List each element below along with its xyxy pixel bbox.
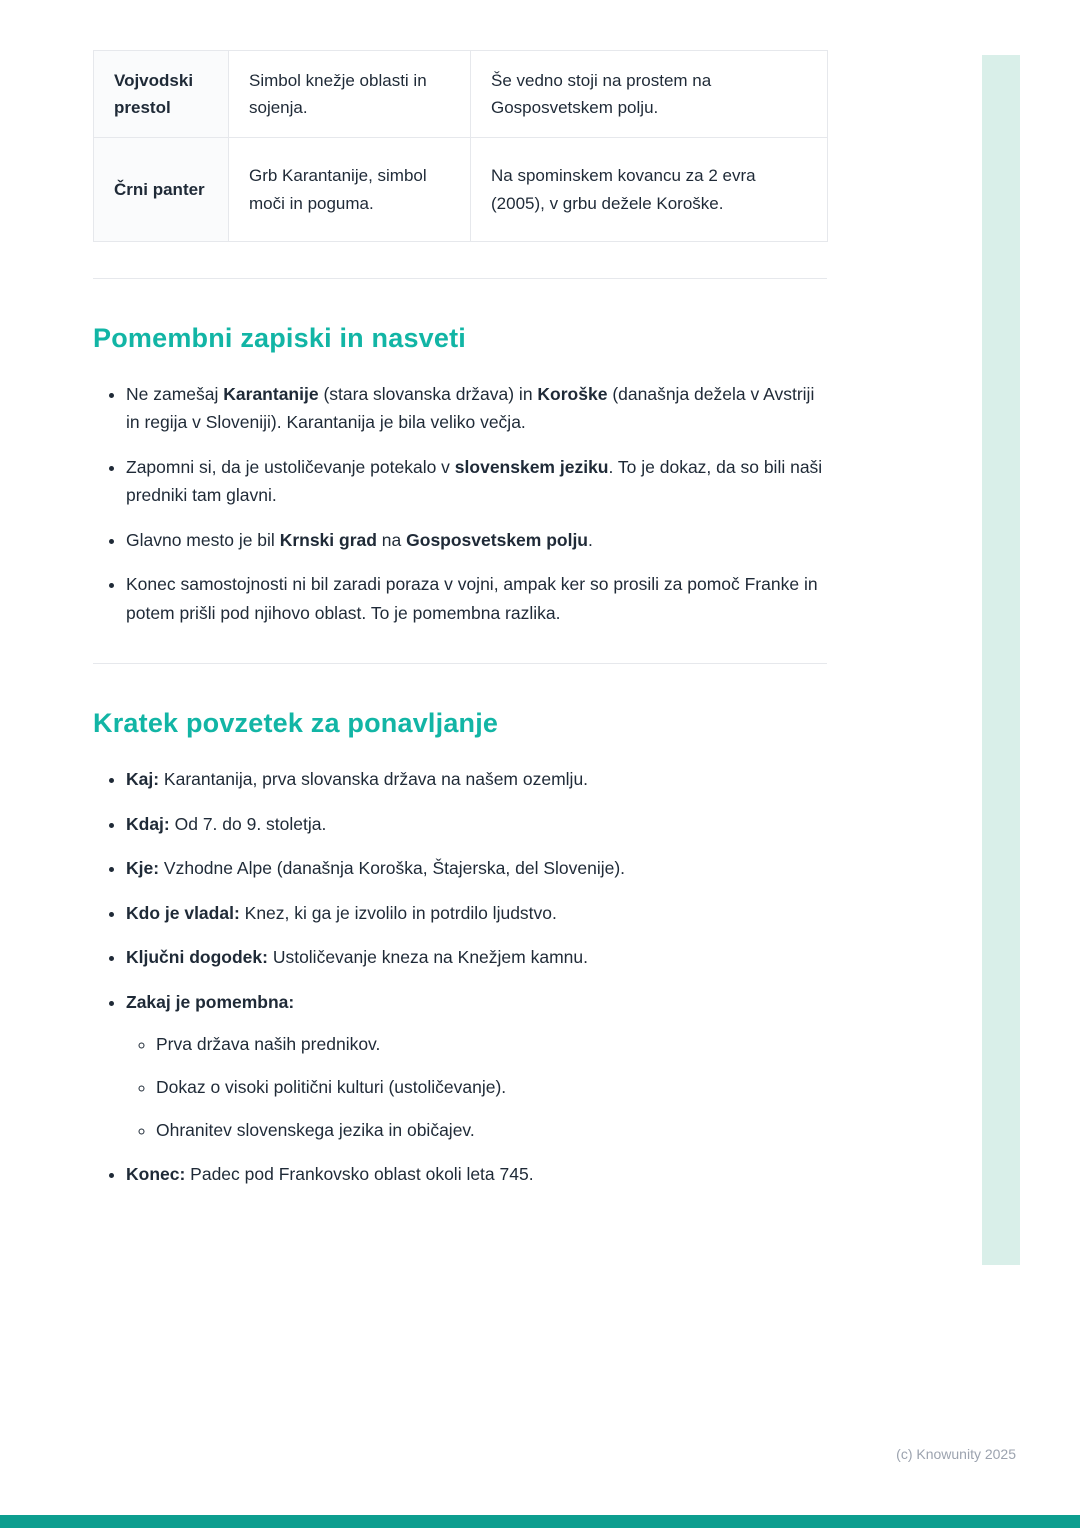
list-item-text: Konec: Padec pod Frankovsko oblast okoli leta 745. xyxy=(126,1164,534,1185)
list-item-text: Zakaj je pomembna: xyxy=(126,991,295,1012)
sub-list xyxy=(126,1030,830,1144)
list-item-text: Kdo je vladal: Knez, ki ga je izvolilo in potrdilo ljudstvo. xyxy=(126,902,557,923)
notes-list xyxy=(93,380,830,628)
summary-list xyxy=(93,765,830,1189)
list-item-text: Konec samostojnosti ni bil zaradi poraza v vojni, ampak ker so prosili za pomoč Franke in potem prišli pod njihovo oblast. To je pomembna razlika. xyxy=(126,574,818,623)
list-item-text: Kje: Vzhodne Alpe (današnja Koroška, Štajerska, del Slovenije). xyxy=(126,858,626,879)
list-item xyxy=(126,810,830,839)
section-heading-summary: Kratek povzetek za ponavljanje xyxy=(93,708,499,739)
table-row xyxy=(94,138,828,241)
list-item xyxy=(126,380,830,437)
list-item-text: Ključni dogodek: Ustoličevanje kneza na Knežjem kamnu. xyxy=(126,947,588,968)
list-item xyxy=(126,854,830,883)
note-cell: Na spominskem kovancu za 2 evra (2005), v grbu dežele Koroške. xyxy=(471,138,828,241)
term-cell: Črni panter xyxy=(94,138,229,241)
list-item xyxy=(126,453,830,510)
table-row xyxy=(94,51,828,138)
footer-credit: (c) Knowunity 2025 xyxy=(896,1446,1016,1462)
note-cell: Še vedno stoji na prostem na Gosposvetskem polju. xyxy=(471,51,828,138)
list-item xyxy=(126,943,830,972)
list-item-text: Ne zamešaj Karantanije (stara slovanska država) in Koroške (današnja dežela v Avstriji in regija v Sloveniji). Karantanija je bila veliko večja. xyxy=(126,383,815,433)
list-item xyxy=(126,899,830,928)
sub-list-item: ◦ Prva država naših prednikov. xyxy=(156,1030,830,1058)
list-item-text: Zapomni si, da je ustoličevanje potekalo v slovenskem jeziku. To je dokaz, da so bili naši predniki tam glavni. xyxy=(126,456,823,506)
meaning-cell: Grb Karantanije, simbol moči in poguma. xyxy=(229,138,471,241)
list-item xyxy=(126,1160,830,1189)
sub-list-item: ◦ Dokaz o visoki politični kulturi (ustoličevanje). xyxy=(156,1073,830,1101)
symbols-table xyxy=(93,50,828,242)
list-item-text: Glavno mesto je bil Krnski grad na Gosposvetskem polju. xyxy=(126,529,593,550)
bottom-accent-bar xyxy=(0,1515,1080,1528)
right-accent-bar xyxy=(982,55,1020,1265)
list-item-text: Kaj: Karantanija, prva slovanska država na našem ozemlju. xyxy=(126,769,589,790)
list-item xyxy=(126,570,830,627)
divider xyxy=(93,663,827,664)
sub-list-item: ◦ Ohranitev slovenskega jezika in običajev. xyxy=(156,1116,830,1144)
list-item xyxy=(126,988,830,1145)
section-heading-notes: Pomembni zapiski in nasveti xyxy=(93,322,467,353)
list-item xyxy=(126,526,830,555)
meaning-cell: Simbol knežje oblasti in sojenja. xyxy=(229,51,471,138)
list-item xyxy=(126,765,830,794)
term-cell: Vojvodski prestol xyxy=(94,51,229,138)
divider xyxy=(93,278,827,279)
list-item-text: Kdaj: Od 7. do 9. stoletja. xyxy=(126,813,327,834)
